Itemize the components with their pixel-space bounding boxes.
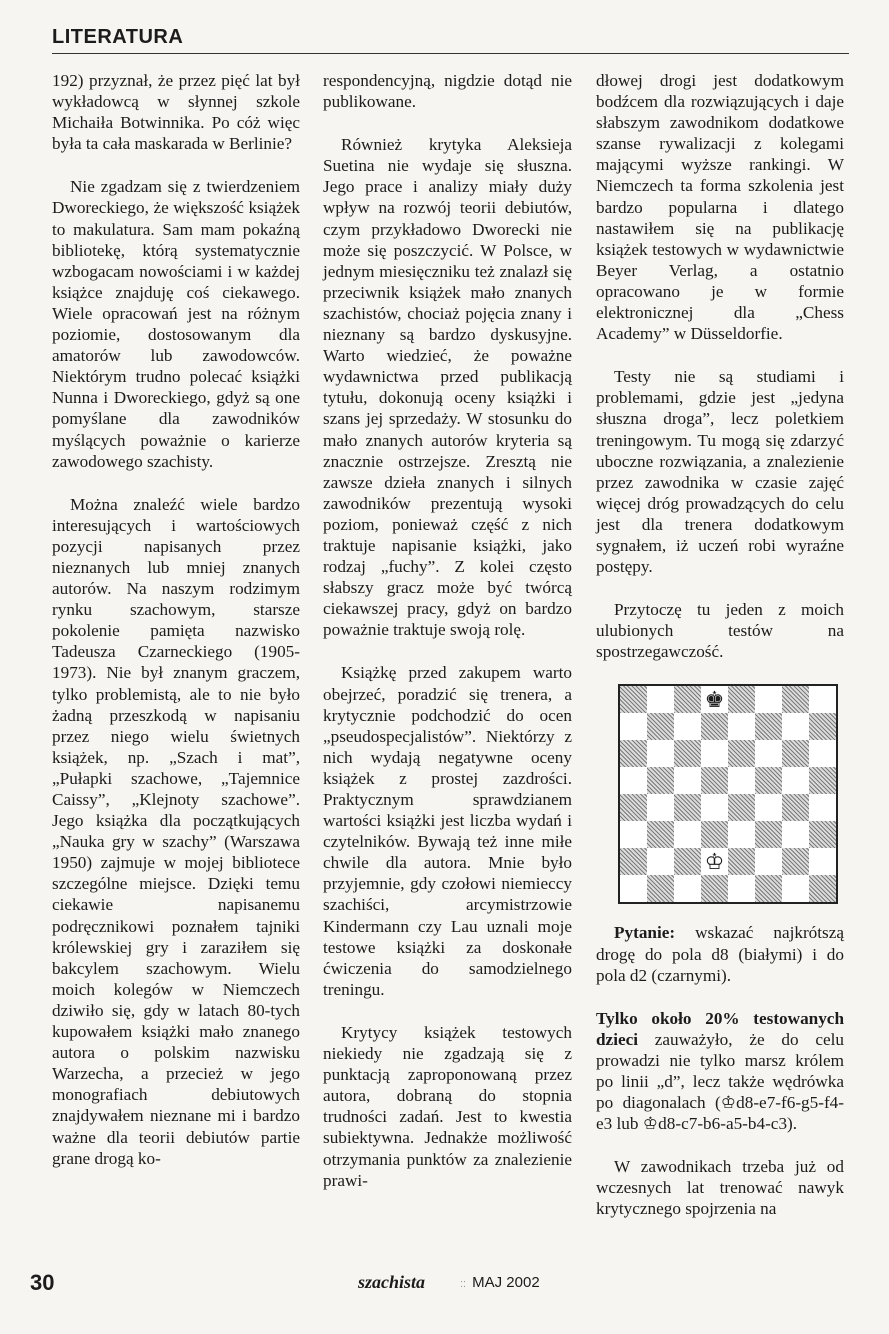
board-square-d2 bbox=[701, 848, 728, 875]
board-square-e5 bbox=[728, 767, 755, 794]
board-square-f1 bbox=[755, 875, 782, 902]
section-title: LITERATURA bbox=[52, 26, 184, 48]
board-square-c8 bbox=[674, 686, 701, 713]
board-square-c7 bbox=[674, 713, 701, 740]
board-square-a1 bbox=[620, 875, 647, 902]
magazine-logo: szachista bbox=[358, 1272, 426, 1292]
board-square-g4 bbox=[782, 794, 809, 821]
question-paragraph bbox=[596, 922, 844, 985]
board-square-g5 bbox=[782, 767, 809, 794]
board-square-c4 bbox=[674, 794, 701, 821]
board-square-d8 bbox=[701, 686, 728, 713]
page-footer bbox=[0, 1270, 889, 1300]
paragraph: W zawodnikach trzeba już od wczesnych lat trenować nawyk krytycznego spojrzenia na bbox=[596, 1157, 844, 1219]
issue-label: MAJ 2002 bbox=[472, 1274, 540, 1291]
board-square-b4 bbox=[647, 794, 674, 821]
column-2 bbox=[323, 70, 572, 1213]
board-square-f2 bbox=[755, 848, 782, 875]
board-square-d3 bbox=[701, 821, 728, 848]
board-square-d1 bbox=[701, 875, 728, 902]
white-king-icon: ♔ bbox=[704, 848, 725, 874]
board-square-d4 bbox=[701, 794, 728, 821]
board-square-g2 bbox=[782, 848, 809, 875]
board-square-f5 bbox=[755, 767, 782, 794]
board-square-b6 bbox=[647, 740, 674, 767]
board-square-e1 bbox=[728, 875, 755, 902]
board-square-c5 bbox=[674, 767, 701, 794]
board-square-a5 bbox=[620, 767, 647, 794]
question-text: wskazać najkrótszą drogę do pola d8 (białymi) i do pola d2 (czarnymi). bbox=[596, 923, 844, 985]
board-square-a4 bbox=[620, 794, 647, 821]
board-square-h1 bbox=[809, 875, 836, 902]
board-square-h4 bbox=[809, 794, 836, 821]
board-square-c6 bbox=[674, 740, 701, 767]
board-square-b8 bbox=[647, 686, 674, 713]
board-square-b7 bbox=[647, 713, 674, 740]
board-square-h7 bbox=[809, 713, 836, 740]
board-square-h2 bbox=[809, 848, 836, 875]
board-square-d6 bbox=[701, 740, 728, 767]
board-square-b2 bbox=[647, 848, 674, 875]
board-square-g1 bbox=[782, 875, 809, 902]
board-square-c1 bbox=[674, 875, 701, 902]
board-square-e7 bbox=[728, 713, 755, 740]
result-text: zauważyło, że do celu prowadzi nie tylko marsz królem po linii „d”, lecz także wędrówka po diagonalach (♔d8-e7-f6-g5-f4-e3 lub ♔d8-c7-b6-a5-b4-c3). bbox=[596, 1029, 844, 1134]
black-king-icon: ♚ bbox=[704, 686, 725, 712]
board-square-a6 bbox=[620, 740, 647, 767]
board-square-c3 bbox=[674, 821, 701, 848]
issue-separator: :: bbox=[460, 1278, 467, 1290]
paragraph: Można znaleźć wiele bardzo interesujących i wartościowych pozycji napisanych przez nieznanych lub mniej znanych autorów. Na naszym rodzimym rynku szachowym, starsze pokolenie pamięta nazwisko Tadeusza Czarneckiego (1905-1973). Nie był znanym graczem, tylko problemistą, ale to nie było żadną przeszkodą w napisaniu przez niego wielu świetnych książek, np. „Szach i mat”, „Pułapki szachowe, „Tajemnice Caissy”, „Klejnoty szachowe”. Jego książka dla początkujących „Nauka gry w szachy” (Warszawa 1950) zajmuje w mojej bibliotece szczególne miejsce. Dzięki temu ciekawie napisanemu podręcznikowi poznałem tajniki królewskiej gry i zaraziłem się bakcylem szachowym. Wielu moich kolegów w Niemczech dziwiło się, gdy w latach 80-tych kupowałem książki mało znanego autora o polskim nazwisku Warzecha, a przecież w jego monografiach debiutowych znajdywałem nieznane mi i bardzo ważne dla teorii debiutów partie grane drogą ko- bbox=[52, 494, 300, 1168]
board-square-e6 bbox=[728, 740, 755, 767]
board-square-f8 bbox=[755, 686, 782, 713]
board-square-h5 bbox=[809, 767, 836, 794]
page-number: 30 bbox=[30, 1270, 55, 1295]
board-square-c2 bbox=[674, 848, 701, 875]
board-square-d5 bbox=[701, 767, 728, 794]
board-square-g6 bbox=[782, 740, 809, 767]
paragraph: Również krytyka Aleksieja Suetina nie wydaje się słuszna. Jego prace i analizy miały duży wpływ na rozwój teorii debiutów, czym przykładowo Dworecki nie może się poszczycić. W Polsce, w jednym miesięczniku też znalazł się przeciwnik książek mało znanych szachistów, chociaż pojęcia znany i nieznany są bardzo dyskusyjne. Warto wiedzieć, że poważne wydawnictwa przed publikacją tytułu, dokonują oceny książki i szans jej sprzedaży. W stosunku do mało znanych autorów kryteria są znacznie ostrzejsze. Zresztą nie zawsze dzieła znanych i silnych zawodników prezentują wysoki poziom, ponieważ część z nich traktuje napisanie książki, jako rodzaj „fuchy”. Z kolei często słabszy gracz może być twórcą ciekawszej pracy, gdyż on bardzo poważnie traktuje swoją rolę. bbox=[323, 135, 572, 640]
board-square-g7 bbox=[782, 713, 809, 740]
board-square-e3 bbox=[728, 821, 755, 848]
column-1 bbox=[52, 70, 300, 1191]
board-square-b5 bbox=[647, 767, 674, 794]
board-square-g8 bbox=[782, 686, 809, 713]
board-square-h8 bbox=[809, 686, 836, 713]
result-strong: Tylko około 20% testowanych dzieci bbox=[596, 1008, 844, 1049]
board-square-b3 bbox=[647, 821, 674, 848]
board-square-e4 bbox=[728, 794, 755, 821]
board-square-a3 bbox=[620, 821, 647, 848]
board-square-e2 bbox=[728, 848, 755, 875]
board-square-a7 bbox=[620, 713, 647, 740]
board-square-f7 bbox=[755, 713, 782, 740]
header-rule bbox=[52, 53, 849, 54]
question-label: Pytanie: bbox=[614, 923, 676, 943]
chess-diagram bbox=[618, 684, 838, 904]
board-square-f4 bbox=[755, 794, 782, 821]
paragraph: Krytycy książek testowych niekiedy nie zgadzają się z punktacją zaproponowaną przez autora, dobraną do stopnia trudności zadań. Jest to kwestia subiektywna. Jednakże możliwość otrzymania punktów za znalezienie prawi- bbox=[323, 1022, 572, 1190]
board-square-g3 bbox=[782, 821, 809, 848]
column-3 bbox=[596, 70, 844, 1242]
paragraph: 192) przyznał, że przez pięć lat był wykładowcą w słynnej szkole Michaiła Botwinnika. Po cóż więc była ta cała maskarada w Berlinie? bbox=[52, 71, 300, 154]
issue-date bbox=[460, 1274, 540, 1291]
paragraph: Książkę przed zakupem warto obejrzeć, poradzić się trenera, a krytycznie podchodzić do ocen „pseudospecjalistów”. Niektórzy z nich wydają negatywne oceny książek z prostej zazdrości. Praktycznym sprawdzianem wartości książki jest liczba wydań i czytelników. Bywają też inne miłe chwile dla autora. Mnie było przyjemnie, gdy czołowi niemieccy szachiści, arcymistrzowie Kindermann czy Lau uznali moje testowe książki za doskonałe ćwiczenia do samodzielnego treningu. bbox=[323, 663, 572, 999]
board-square-h3 bbox=[809, 821, 836, 848]
paragraph: Przytoczę tu jeden z moich ulubionych testów na spostrzegawczość. bbox=[596, 600, 844, 662]
paragraph: respondencyjną, nigdzie dotąd nie publikowane. bbox=[323, 71, 572, 112]
board-square-a2 bbox=[620, 848, 647, 875]
board-square-b1 bbox=[647, 875, 674, 902]
board-square-f6 bbox=[755, 740, 782, 767]
paragraph: dłowej drogi jest dodatkowym bodźcem dla rozwiązujących i daje słabszym zawodnikom dodatkowe szanse rywalizacji z kolegami mającymi wyższe rankingi. W Niemczech ta forma szkolenia jest bardzo popularna i dlatego nastawiłem się na publikację książek testowych w wydawnictwie Beyer Verlag, a ostatnio opracowano je w formie elektronicznej dla „Chess Academy” w Düsseldorfie. bbox=[596, 71, 844, 344]
board-square-h6 bbox=[809, 740, 836, 767]
paragraph: Nie zgadzam się z twierdzeniem Dworeckiego, że większość książek to makulatura. Sam mam pokaźną bibliotekę, którą systematycznie wzbogacam nowościami i w każdej książce znajduję coś ciekawego. Wiele opracowań jest na różnym poziomie, dostosowanym dla amatorów lub zawodowców. Niektórym trudno polecać książki Nunna i Dworeckiego, gdyż są one pomyślane dla zawodników myślących poważnie o karierze zawodowego szachisty. bbox=[52, 177, 300, 471]
board-square-a8 bbox=[620, 686, 647, 713]
paragraph: Testy nie są studiami i problemami, gdzie jest „jedyna słuszna droga”, lecz poletkiem treningowym. Tu mogą się zdarzyć uboczne rozwiązania, a znalezienie przez zawodnika w czasie zajęć więcej dróg prowadzących do celu jest dla trenera dodatkowym sygnałem, iż uczeń robi wyraźne postępy. bbox=[596, 367, 844, 577]
board-square-d7 bbox=[701, 713, 728, 740]
board-square-e8 bbox=[728, 686, 755, 713]
board-square-f3 bbox=[755, 821, 782, 848]
result-paragraph bbox=[596, 1008, 844, 1135]
